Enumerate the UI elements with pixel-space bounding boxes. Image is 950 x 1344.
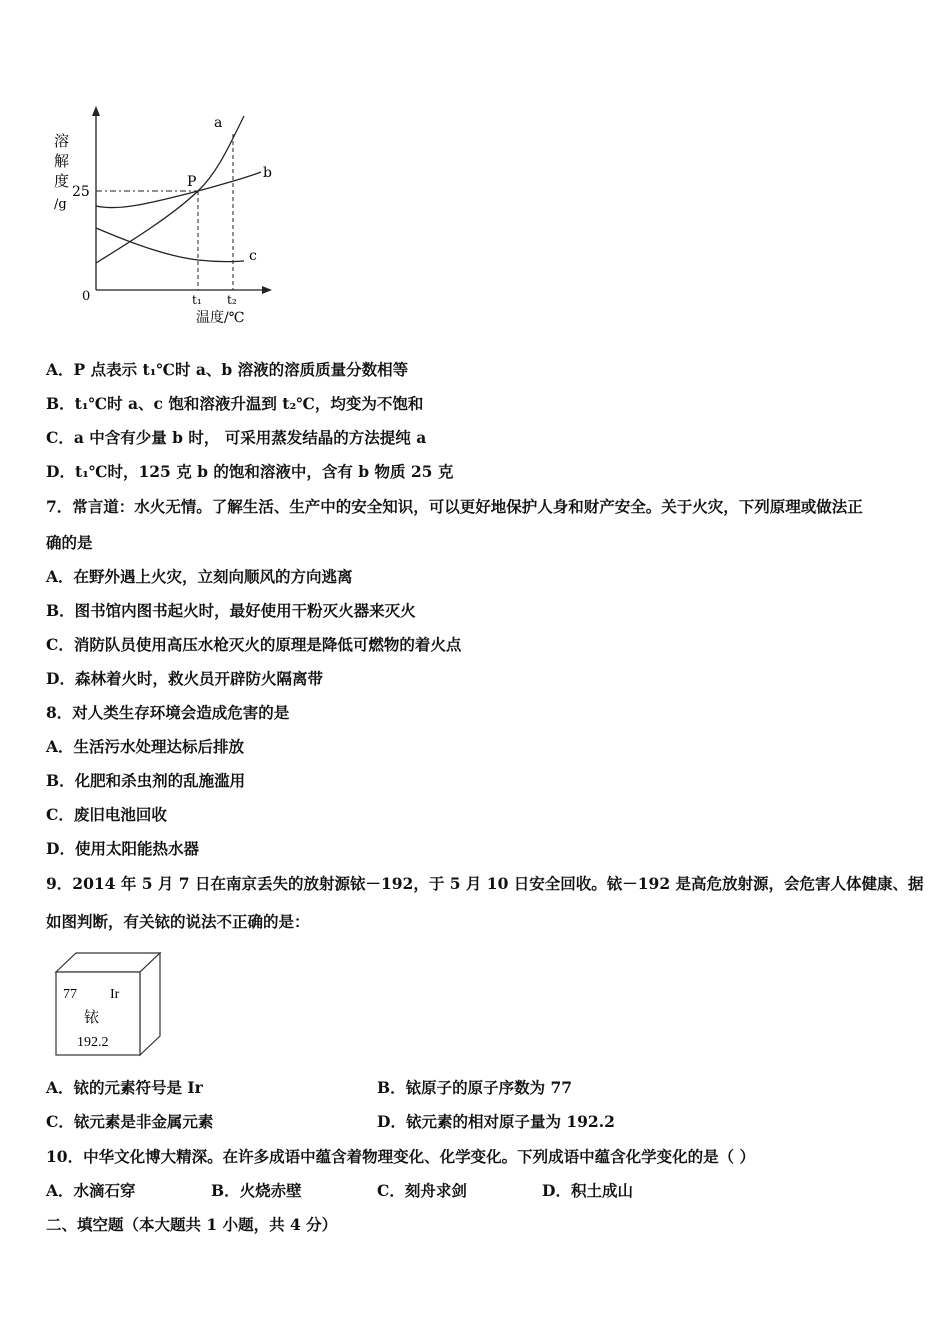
element-card xyxy=(54,952,162,1058)
ylabel-char-1: 溶 xyxy=(54,132,70,150)
curve-a-label: a xyxy=(214,115,223,131)
q10-option-a: A．水滴石穿 xyxy=(46,1181,136,1200)
section2-title: 二、填空题（本大题共 1 小题，共 4 分） xyxy=(46,1215,338,1234)
q9-option-a: A．铱的元素符号是 Ir xyxy=(46,1078,203,1097)
q10-stem: 10．中华文化博大精深。在许多成语中蕴含着物理变化、化学变化。下列成语中蕴含化学变化的是（ ） xyxy=(46,1147,755,1166)
y-axis-arrow xyxy=(92,106,100,116)
point-p-label: P xyxy=(187,174,197,190)
x-tick-t1: t₁ xyxy=(192,293,202,307)
x-axis-label: 温度/℃ xyxy=(196,310,245,326)
curve-b xyxy=(96,172,261,208)
origin-label: 0 xyxy=(82,289,91,304)
element-atomic-number: 77 xyxy=(63,987,77,1002)
q9-option-c: C．铱元素是非金属元素 xyxy=(46,1112,214,1131)
element-symbol: Ir xyxy=(110,987,120,1002)
q9-option-d: D．铱元素的相对原子量为 192.2 xyxy=(377,1112,615,1131)
curve-b-label: b xyxy=(263,165,272,181)
q6-option-a: A．P 点表示 t₁℃时 a、b 溶液的溶质质量分数相等 xyxy=(46,360,409,379)
curve-c xyxy=(96,228,244,262)
q10-option-c: C．刻舟求剑 xyxy=(377,1181,467,1200)
solubility-graph xyxy=(48,100,288,340)
q8-stem: 8．对人类生存环境会造成危害的是 xyxy=(46,703,290,722)
q6-option-b: B．t₁℃时 a、c 饱和溶液升温到 t₂℃，均变为不饱和 xyxy=(46,394,424,413)
ylabel-char-4: /g xyxy=(54,197,67,212)
q10-option-d: D．积土成山 xyxy=(542,1181,633,1200)
q7-option-c: C．消防队员使用高压水枪灭火的原理是降低可燃物的着火点 xyxy=(46,635,462,654)
q7-option-b: B．图书馆内图书起火时，最好使用干粉灭火器来灭火 xyxy=(46,601,416,620)
q6-option-d: D．t₁℃时，125 克 b 的饱和溶液中，含有 b 物质 25 克 xyxy=(46,462,454,481)
curve-c-label: c xyxy=(249,248,257,264)
q6-option-c: C．a 中含有少量 b 时， 可采用蒸发结晶的方法提纯 a xyxy=(46,428,427,447)
q8-option-a: A．生活污水处理达标后排放 xyxy=(46,737,245,756)
q7-option-d: D．森林着火时，救火员开辟防火隔离带 xyxy=(46,669,323,688)
q7-option-a: A．在野外遇上火灾，立刻向顺风的方向逃离 xyxy=(46,567,353,586)
y-tick-25: 25 xyxy=(72,184,90,200)
ylabel-char-3: 度 xyxy=(54,172,70,190)
x-tick-t2: t₂ xyxy=(227,293,237,307)
q8-option-c: C．废旧电池回收 xyxy=(46,805,167,824)
q8-option-b: B．化肥和杀虫剂的乱施滥用 xyxy=(46,771,246,790)
element-name: 铱 xyxy=(84,1010,100,1026)
q9-option-b: B．铱原子的原子序数为 77 xyxy=(377,1078,573,1097)
ylabel-char-2: 解 xyxy=(54,152,70,170)
element-mass: 192.2 xyxy=(77,1035,109,1050)
x-axis-arrow xyxy=(262,286,272,294)
q10-option-b: B．火烧赤壁 xyxy=(211,1181,302,1200)
q9-stem-line1: 9．2014 年 5 月 7 日在南京丢失的放射源铱－192，于 5 月 10 日安全回收。铱－192 是高危放射源，会危害人体健康、据 xyxy=(46,874,924,893)
q9-stem-line2: 如图判断，有关铱的说法不正确的是： xyxy=(46,912,310,931)
q8-option-d: D．使用太阳能热水器 xyxy=(46,839,199,858)
q7-stem-line2: 确的是 xyxy=(46,533,93,552)
q7-stem-line1: 7．常言道：水火无情。了解生活、生产中的安全知识，可以更好地保护人身和财产安全。关于火灾，下列原理或做法正 xyxy=(46,497,863,516)
curve-a xyxy=(96,116,244,263)
